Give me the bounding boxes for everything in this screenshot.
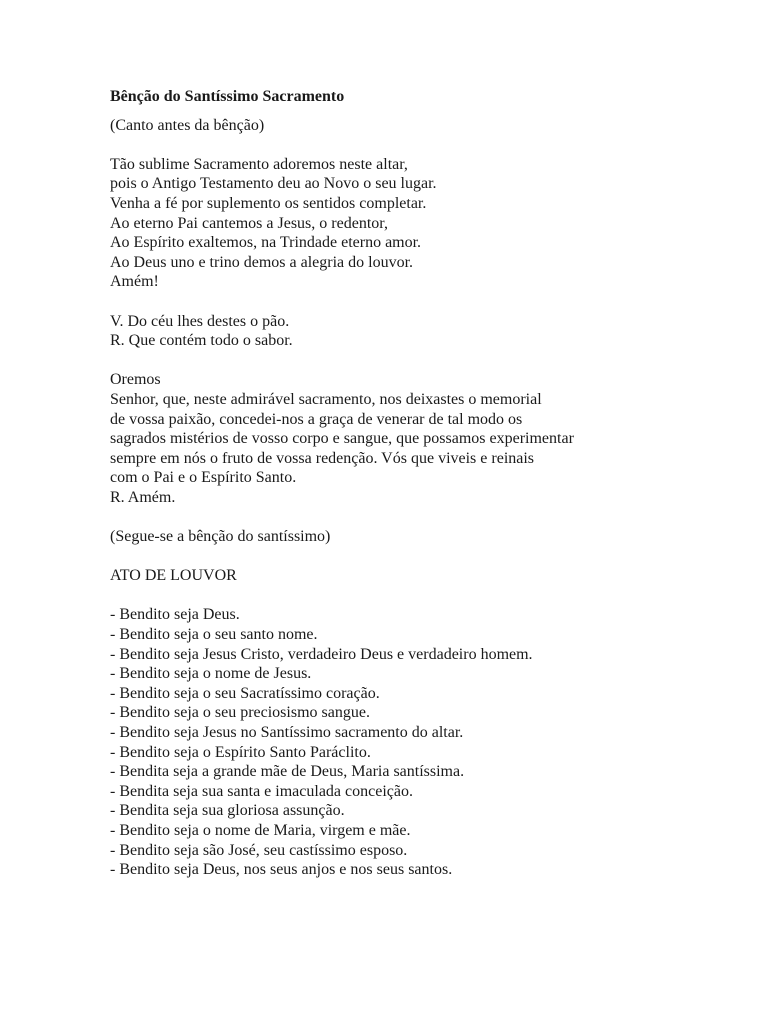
list-item: - Bendita seja sua santa e imaculada conceição.: [110, 782, 413, 800]
canto-note: (Canto antes da bênção): [110, 116, 265, 134]
hymn-line: Amém!: [110, 273, 159, 291]
list-item: - Bendito seja o seu preciosismo sangue.: [110, 704, 370, 722]
prayer-line: Oremos: [110, 371, 161, 389]
prayer-line: Senhor, que, neste admirável sacramento, nos deixastes o memorial: [110, 390, 542, 408]
hymn-stanza: [110, 155, 710, 292]
hymn-line: Ao Deus uno e trino demos a alegria do louvor.: [110, 253, 414, 271]
prayer-line: sagrados mistérios de vosso corpo e sangue, que possamos experimentar: [110, 430, 574, 448]
list-item: - Bendito seja Jesus Cristo, verdadeiro Deus e verdadeiro homem.: [110, 645, 533, 663]
prayer-block: [110, 370, 710, 507]
list-item: - Bendito seja Jesus no Santíssimo sacramento do altar.: [110, 724, 464, 741]
hymn-line: Venha a fé por suplemento os sentidos completar.: [110, 194, 427, 212]
hymn-line: pois o Antigo Testamento deu ao Novo o seu lugar.: [110, 175, 437, 193]
document-page: [110, 87, 710, 899]
prayer-line: sempre em nós o fruto de vossa redenção. Vós que viveis e reinais: [110, 449, 535, 467]
list-item: - Bendito seja são José, seu castíssimo esposo.: [110, 841, 408, 859]
list-item: - Bendito seja o seu Sacratíssimo coração.: [110, 684, 380, 702]
list-item: - Bendito seja Deus.: [110, 606, 240, 624]
hymn-line: Tão sublime Sacramento adoremos neste altar,: [110, 155, 408, 173]
list-item: - Bendito seja o nome de Jesus.: [110, 665, 312, 683]
blessing-note: (Segue-se a bênção do santíssimo): [110, 528, 331, 546]
hymn-line: Ao Espírito exaltemos, na Trindade eterno amor.: [110, 234, 422, 252]
list-item: - Bendito seja o nome de Maria, virgem e mãe.: [110, 821, 411, 839]
ato-heading: ATO DE LOUVOR: [110, 567, 237, 585]
versicle-line: V. Do céu lhes destes o pão.: [110, 312, 290, 330]
response-line: R. Que contém todo o sabor.: [110, 332, 293, 350]
list-item: - Bendito seja o seu santo nome.: [110, 626, 318, 644]
list-item: - Bendito seja o Espírito Santo Paráclito.: [110, 743, 371, 761]
prayer-line: com o Pai e o Espírito Santo.: [110, 469, 297, 487]
list-item: - Bendita seja sua gloriosa assunção.: [110, 802, 345, 820]
document-title: Bênção do Santíssimo Sacramento: [110, 88, 345, 105]
versicle-response: [110, 312, 710, 351]
hymn-line: Ao eterno Pai cantemos a Jesus, o redentor,: [110, 214, 388, 232]
list-item: - Bendita seja a grande mãe de Deus, Maria santíssima.: [110, 763, 465, 781]
prayer-line: R. Amém.: [110, 488, 176, 506]
list-item: - Bendito seja Deus, nos seus anjos e nos seus santos.: [110, 861, 453, 879]
ato-de-louvor-list: [110, 605, 710, 879]
prayer-line: de vossa paixão, concedei-nos a graça de venerar de tal modo os: [110, 410, 523, 428]
